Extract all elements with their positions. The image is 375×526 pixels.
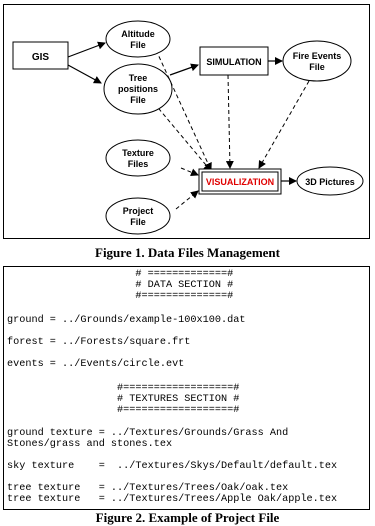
arrow-tree-to-simulation [170, 65, 198, 75]
pictures-label: 3D Pictures [305, 177, 355, 187]
code-line: # TEXTURES SECTION # [7, 394, 240, 405]
fire-label-line2: File [309, 62, 325, 72]
dashed-simulation-to-visualization [228, 75, 230, 168]
fire-label-line1: Fire Events [292, 51, 342, 61]
texture-files-node [106, 140, 170, 176]
code-line: #==================# [7, 383, 240, 394]
figure-1-diagram [3, 4, 370, 239]
project-file-node [106, 198, 170, 234]
tree-label-line3: File [130, 95, 146, 105]
code-line: ground = ../Grounds/example-100x100.dat [7, 315, 246, 326]
code-line: tree texture = ../Textures/Trees/Apple Oak/apple.tex [7, 494, 338, 505]
visualization-label: VISUALIZATION [205, 177, 275, 187]
altitude-label-line2: File [130, 40, 146, 50]
arrow-gis-to-altitude [68, 43, 105, 57]
code-line: # =============# [7, 269, 234, 280]
code-line: ground texture = ../Textures/Grounds/Grass And [7, 428, 289, 439]
figure-1-caption: Figure 1. Data Files Management [95, 245, 280, 260]
code-line: Stones/grass and stones.tex [7, 439, 173, 450]
arrow-gis-to-tree [68, 65, 101, 83]
altitude-file-node [106, 21, 170, 57]
gis-label: GIS [31, 52, 50, 63]
simulation-label: SIMULATION [206, 57, 262, 67]
dashed-texture-to-visualization [181, 168, 198, 175]
fire-events-file-node [283, 41, 351, 81]
code-line: # DATA SECTION # [7, 280, 234, 291]
texture-label-line2: Files [127, 159, 149, 169]
code-line: tree texture = ../Textures/Trees/Oak/oak.tex [7, 483, 289, 494]
figure-2-caption: Figure 2. Example of Project File [95, 510, 280, 525]
code-line: #==================# [7, 405, 240, 416]
texture-label-line1: Texture [122, 148, 154, 158]
code-line: #==============# [7, 291, 234, 302]
code-line: events = ../Events/circle.evt [7, 359, 185, 370]
tree-label-line2: positions [118, 84, 158, 94]
dashed-project-to-visualization [176, 191, 198, 209]
dashed-fire-to-visualization [259, 81, 309, 168]
tree-label-line1: Tree [128, 73, 148, 83]
figure-2-code-listing [3, 266, 370, 510]
project-label-line1: Project [122, 206, 154, 216]
code-line: forest = ../Forests/square.frt [7, 337, 191, 348]
altitude-label-line1: Altitude [121, 29, 155, 39]
project-label-line2: File [130, 217, 146, 227]
code-line: sky texture = ../Textures/Skys/Default/default.tex [7, 461, 338, 472]
data-flow-diagram [4, 5, 371, 240]
